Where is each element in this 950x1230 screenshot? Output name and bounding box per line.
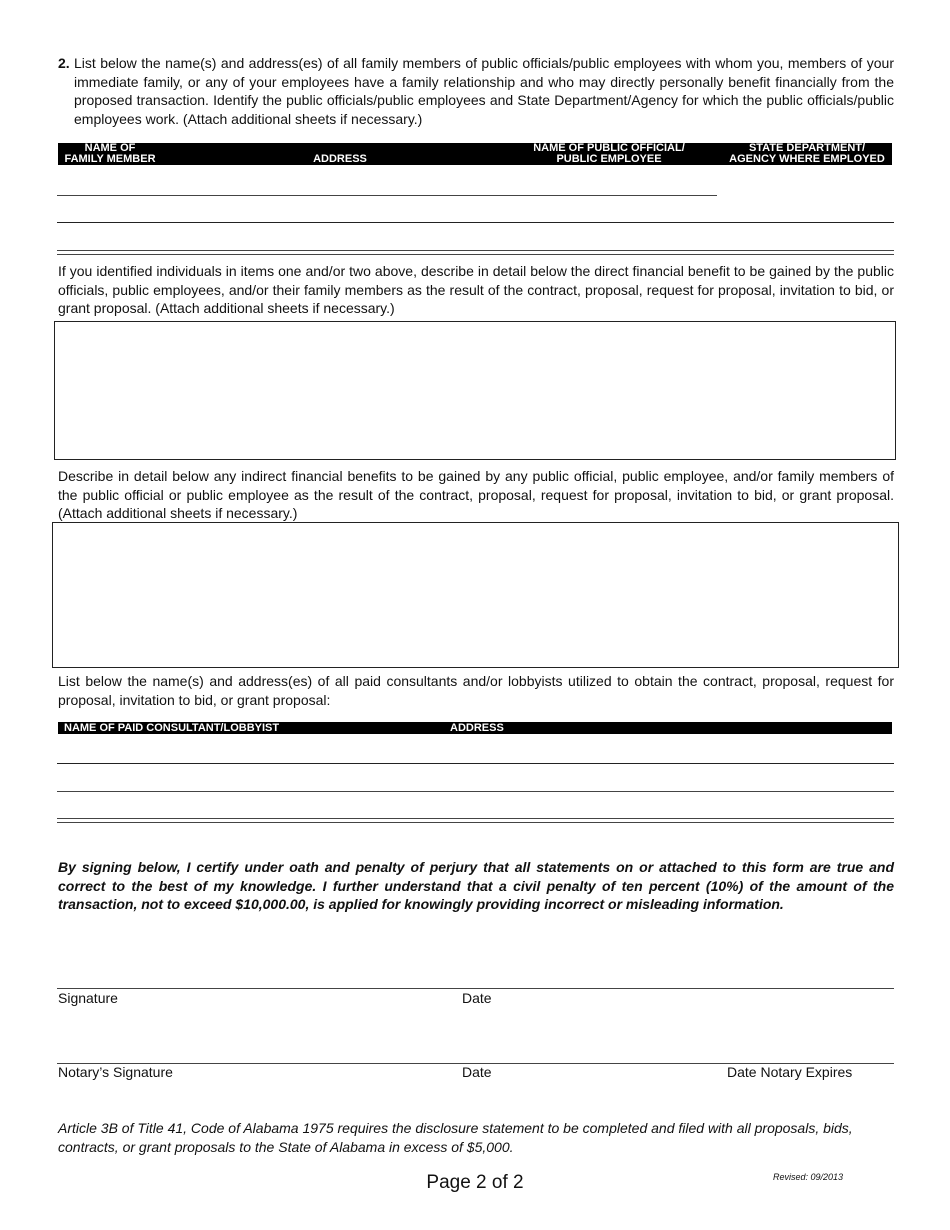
direct-benefit-text-box[interactable] (54, 321, 896, 460)
table-row-line[interactable] (57, 195, 717, 196)
signature-label: Signature (58, 990, 118, 1006)
table-row-line[interactable] (57, 250, 894, 251)
consultants-table-header (58, 722, 892, 734)
header-consultant-address: ADDRESS (450, 722, 504, 734)
page-number: Page 2 of 2 (426, 1172, 524, 1193)
table-row-line[interactable] (57, 222, 894, 223)
table-row-line[interactable] (57, 791, 894, 792)
item-2-number: 2. (58, 55, 70, 71)
indirect-benefit-text-box[interactable] (52, 522, 899, 668)
indirect-benefit-instructions: Describe in detail below any indirect financial benefits to be gained by any public official, public employee, and/or family members of the public official or public employee as the result of the contract, proposal, request for proposal, invitation to bid, or grant proposal. (Attach additional sheets if necessary.) (58, 468, 894, 522)
notary-signature-label: Notary’s Signature (58, 1064, 173, 1080)
item-2-text: List below the name(s) and address(es) of all family members of public officials/public employees with whom you, members of your immediate family, or any of your employees have a family relationship and who may directly personally benefit financially from the proposed transaction. Identify the public officials/public employees and State Department/Agency for which the public officials/public employees work. (Attach additional sheets if necessary.) (74, 55, 894, 127)
revision-date: Revised: 09/2013 (773, 1172, 844, 1182)
table-row-line[interactable] (57, 818, 894, 819)
notary-date-label: Date (462, 1064, 492, 1080)
header-name-of-family-member: NAME OF FAMILY MEMBER (64, 142, 156, 165)
header-public-official: NAME OF PUBLIC OFFICIAL/ PUBLIC EMPLOYEE (533, 142, 685, 165)
date-label: Date (462, 990, 492, 1006)
certification-statement: By signing below, I certify under oath and penalty of perjury that all statements on or attached to this form are true and correct to the best of my knowledge. I further understand that a civil penalty of ten percent (10%) of the amount of the transaction, not to exceed $10,000.00, is applied for knowingly providing incorrect or misleading information. (58, 859, 894, 913)
article-notice: Article 3B of Title 41, Code of Alabama 1975 requires the disclosure statement to be completed and filed with all proposals, bids, contracts, or grant proposals to the State of Alabama in excess of $5,000. (58, 1120, 853, 1155)
table-row-line[interactable] (57, 763, 894, 764)
header-paid-consultant: NAME OF PAID CONSULTANT/LOBBYIST (64, 722, 280, 734)
header-state-department: STATE DEPARTMENT/ AGENCY WHERE EMPLOYED (729, 142, 885, 165)
signature-line[interactable] (57, 988, 894, 989)
table-bottom-rule (57, 822, 894, 823)
notary-expires-label: Date Notary Expires (727, 1064, 853, 1080)
direct-benefit-instructions: If you identified individuals in items one and/or two above, describe in detail below the direct financial benefit to be gained by the public officials, public employees, and/or their family members as the result of the contract, proposal, request for proposal, invitation to bid, or grant proposal. (Attach additional sheets if necessary.) (58, 263, 894, 317)
consultants-instructions: List below the name(s) and address(es) of all paid consultants and/or lobbyists utilized to obtain the contract, proposal, request for proposal, invitation to bid, or grant proposal: (58, 673, 894, 708)
table-bottom-rule (57, 254, 894, 255)
family-members-table-header (58, 143, 892, 165)
header-address: ADDRESS (313, 153, 367, 165)
